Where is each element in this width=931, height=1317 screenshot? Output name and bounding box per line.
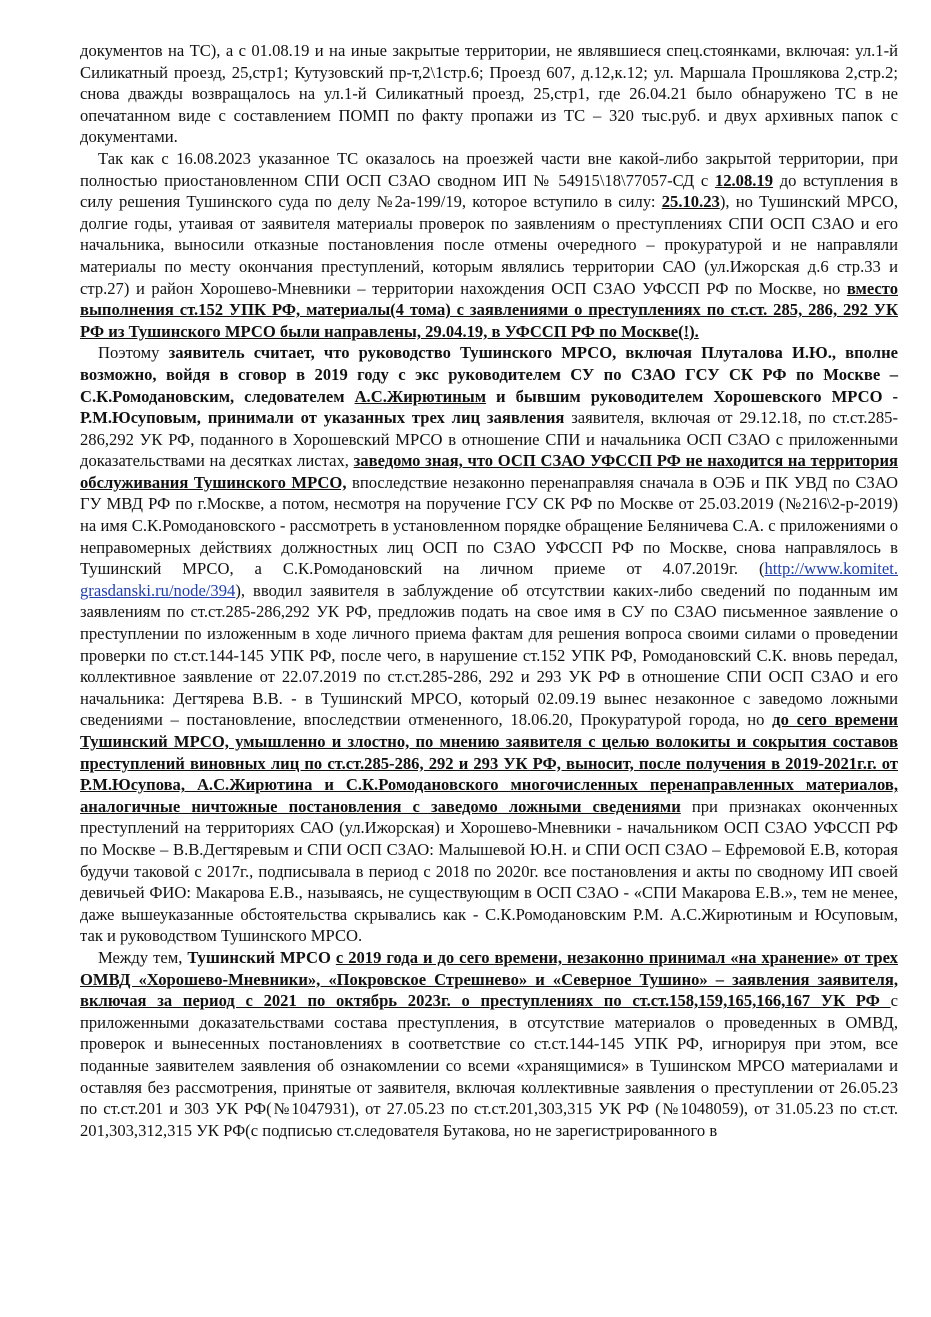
body-text: заявителя, включая от 29.12.18, по ст.ст.285-286,292 УК РФ, поданного в Хорошевский МРСО в отношение СПИ и начальника ОСП СЗАО с приложенными доказательствами на десятках листах, xyxy=(80,408,898,471)
emphasized-text: 25.10.23 xyxy=(661,192,720,212)
body-text: впоследствие незаконно перенаправляя сначала в ОЭБ и ПК УВД по СЗАО ГУ МВД РФ по г.Москве, а потом, несмотря на поручение ГСУ СК РФ по Москве от 25.03.2019 (№216\2-р-2019) на имя С.К.Ромодановского - рассмотреть в установленном порядке обращение Беляничева С.А. с приложениями о неправомерных действиях должностных лиц ОСП по СЗАО УФССП РФ по Москве, снова направлялось в Тушинский МРСО, а С.К.Ромодановский на личном приеме от 4.07.2019г. ( xyxy=(80,472,898,579)
emphasized-text: заведомо зная, что ОСП СЗАО УФССП РФ не находится на территория обслуживания Тушинского МРСО, xyxy=(80,451,898,492)
paragraph-2 xyxy=(80,148,898,342)
body-text: Так как с 16.08.2023 указанное ТС оказалось на проезжей части вне какой-либо закрытой территории, при полностью приостановленном СПИ ОСП СЗАО сводном ИП № 54915\18\77057-СД с xyxy=(80,148,898,190)
bold-text: и бывшим руководителем Хорошевского МРСО - Р.М.Юсуповым, принимали от указанных трех лиц заявления xyxy=(80,386,899,428)
body-text: до вступления в силу решения Тушинского суда по делу №2а-199/19, которое вступило в силу: xyxy=(80,170,898,212)
bold-text: Тушинский МРСО xyxy=(187,947,331,967)
document-page xyxy=(80,40,898,1141)
emphasized-text: до сего времени Тушинский МРСО, умышленно и злостно, по мнению заявителя с целью волокиты и сокрытия составов преступлений виновных лиц по ст.ст.285-286, 292 и 293 УК РФ, выносит, после получения в 2019-2021г.г. от Р.М.Юсупова, А.С.Жирютина и С.К.Ромодановского многочисленных перенаправленных материалов, аналогичные ничтожные постановления с заведомо ложными сведениями xyxy=(80,710,898,816)
paragraph-1 xyxy=(80,40,898,148)
url-link[interactable]: http://www.komitet. grasdanski.ru/node/394 xyxy=(80,559,898,600)
body-text: при признаках оконченных преступлений на территориях САО (ул.Ижорская) и Хорошево-Мневники - начальником ОСП СЗАО УФССП РФ по Москве – В.В.Дегтяревым и СПИ ОСП СЗАО: Малышевой Ю.Н. и СПИ ОСП СЗАО – Ефремовой Е.В, которая будучи таковой с 2017г., подписывала в период с 2018 по 2020г. все постановления и акты по сводному ИП своей девичьей ФИО: Макарова Е.В., называясь, не существующим в ОСП СЗАО - «СПИ Макарова Е.В.», тем не менее, даже вышеуказанные обстоятельства скрывались как - С.К.Ромодановским Р.М. А.С.Жирютиным и Юсуповым, так и руководством Тушинского МРСО. xyxy=(80,796,899,946)
emphasized-text: с 2019 года и до сего времени, незаконно принимал «на хранение» от трех ОМВД «Хорошево-Мневники», «Покровское Стрешнево» и «Северное Тушино» – заявления заявителя, включая за период с 2021 по октябрь 2023г. о преступлениях по ст.ст.158,159,165,166,167 УК РФ xyxy=(80,947,898,1011)
paragraph-3 xyxy=(80,342,898,947)
body-text: документов на ТС), а с 01.08.19 и на иные закрытые территории, не являвшиеся спец.стоянками, включая: ул.1-й Силикатный проезд, 25,стр1; Кутузовский пр-т,2\1стр.6; Проезд 607, д.12,к.12; ул. Маршала Прошлякова 2,стр.2; снова дважды возвращалось на ул.1-й Силикатный проезд, 25,стр1, где 26.04.21 было обнаружено ТС в не опечатанном виде с составлением ПОМП по факту пропажи из ТС – 320 тыс.руб. и двух архивных папок с документами. xyxy=(80,41,898,147)
body-text: ), вводил заявителя в заблуждение об отсутствии каких-либо сведений по поданным им заявлениям по ст.ст.285-286,292 УК РФ, предложив подать на свое имя в СУ по СЗАО письменное заявление о преступлении по изложенным в ходе личного приема фактам для решения вопроса своими силами о проведении проверки по ст.ст.144-145 УПК РФ, после чего, в нарушение ст.152 УПК РФ, Ромодановский С.К. вновь передал, коллективное заявление от 22.07.2019 по ст.ст.285-286, 292 и 293 УК РФ в отношение СПИ ОСП СЗАО и его начальника: Дегтярева В.В. - в Тушинский МРСО, который 02.09.19 вынес незаконное с заведомо ложными сведениями – постановление, впоследствии отмененного, 18.06.20, Прокуратурой города, но xyxy=(80,580,898,730)
emphasized-text: А.С.Жирютиным xyxy=(354,386,487,406)
bold-text: заявитель считает, что руководство Тушинского МРСО, включая Плуталова И.Ю., вполне возможно, войдя в сговор в 2019 году с экс руководителем СУ по СЗАО ГСУ СК РФ по Москве – С.К.Ромодановским, следователем xyxy=(80,343,898,406)
body-text: Между тем, xyxy=(98,947,188,967)
body-text: ), но Тушинский МРСО, долгие годы, утаивая от заявителя материалы проверок по заявлениям о преступлениях СПИ ОСП СЗАО и его начальника, выносили отказные постановления после отмены очередного – прокуратурой и не направляли материалы по месту окончания преступлений, которым являлись территории САО (ул.Ижорская д.6 стр.33 и стр.27) и район Хорошево-Мневники – территории нахождения ОСП СЗАО УФССП РФ по Москве, но xyxy=(80,192,899,298)
body-text: с приложенными доказательствами состава преступления, в отсутствие материалов о проведенных в ОМВД, проверок и вынесенных постановлениях в соответствие со ст.ст.144-145 УПК РФ, игнорируя при этом, все поданные заявителем заявления об ознакомлении со всеми «хранящимися» в Тушинском МРСО материалами и оставляя без рассмотрения, принятые от заявителя, включая коллективные заявления о преступлении от 26.05.23 по ст.ст.201 и 303 УК РФ(№1047931), от 27.05.23 по ст.ст.201,303,315 УК РФ (№1048059), от 31.05.23 по ст.ст. 201,303,312,315 УК РФ(с подписью ст.следователя Бутакова, но не зарегистрированного в xyxy=(80,991,898,1140)
emphasized-text: вместо выполнения ст.152 УПК РФ, материалы(4 тома) с заявлениями о преступлениях по ст.ст. 285, 286, 292 УК РФ из Тушинского МРСО были направлены, 29.04.19, в УФССП РФ по Москве(!). xyxy=(80,278,898,341)
emphasized-text: 12.08.19 xyxy=(714,170,774,190)
body-text: Поэтому xyxy=(98,343,169,363)
paragraph-4 xyxy=(80,947,898,1141)
